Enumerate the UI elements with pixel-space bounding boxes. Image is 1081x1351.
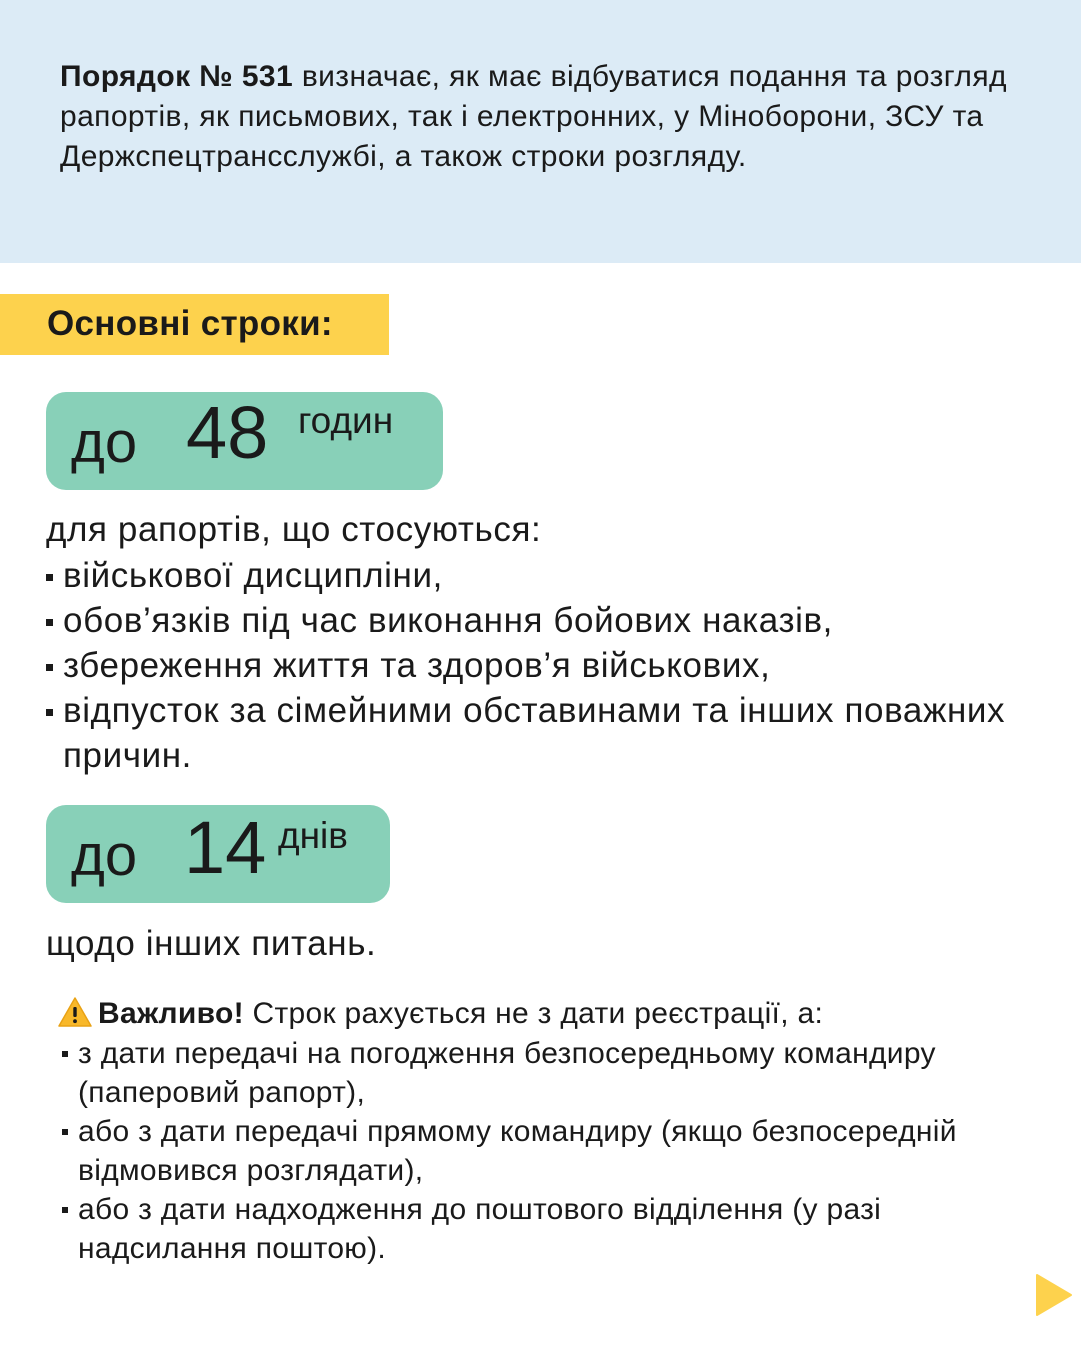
list-item: з дати передачі на погодження безпосередньому командиру (паперовий рапорт), (58, 1034, 1048, 1112)
list-item: обов’язків під час виконання бойових наказів, (46, 598, 1046, 643)
section-title: Основні строки: (47, 304, 333, 343)
list-item: або з дати надходження до поштового відділення (у разі надсилання поштою). (58, 1190, 1048, 1268)
deadline-48-prefix: до (71, 410, 138, 475)
deadline-14-unit: днів (278, 815, 348, 856)
deadline-14-lead: щодо інших питань. (46, 924, 377, 963)
deadline-14-number: 14 (184, 806, 267, 889)
intro-body: визначає, як має відбуватися подання та розгляд рапортів, як письмових, так і електронних, у Міноборони, ЗСУ та Держспецтрансслужбі, а також строки розгляду. (60, 60, 1007, 173)
intro-panel (0, 0, 1081, 263)
deadline-48-lead: для рапортів, що стосуються: (46, 510, 542, 549)
list-item: збереження життя та здоров’я військових, (46, 643, 1046, 688)
intro-text (60, 57, 1050, 177)
list-item: військової дисципліни, (46, 553, 1046, 598)
deadline-14-badge (46, 805, 390, 903)
deadline-14-prefix: до (71, 823, 138, 888)
list-item: або з дати передачі прямому командиру (якщо безпосередній відмовився розглядати), (58, 1112, 1048, 1190)
section-label (0, 294, 389, 355)
list-item: відпусток за сімейними обставинами та інших поважних причин. (46, 688, 1046, 778)
next-arrow-icon[interactable] (1035, 1273, 1073, 1317)
important-list (58, 1034, 1048, 1268)
important-note (58, 994, 1048, 1268)
important-text: Строк рахується не з дати реєстрації, а: (243, 997, 824, 1030)
deadline-48-badge (46, 392, 443, 490)
deadline-48-unit: годин (298, 400, 394, 441)
important-label: Важливо! (98, 997, 244, 1030)
warning-icon (58, 997, 92, 1027)
deadline-48-list (46, 553, 1046, 778)
important-heading (58, 994, 1048, 1034)
intro-bold: Порядок № 531 (60, 60, 294, 93)
deadline-48-number: 48 (186, 391, 269, 474)
